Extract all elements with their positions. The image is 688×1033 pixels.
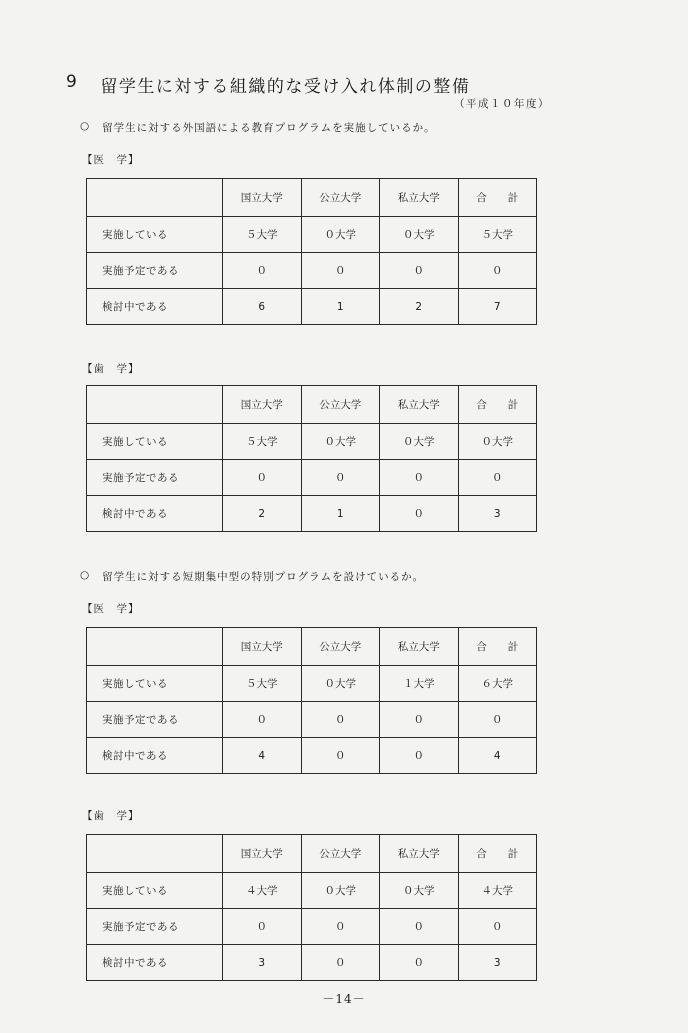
column-header: 私立大学 [380,386,459,424]
table-cell: ０大学 [301,424,380,460]
table-cell: ０ [458,253,537,289]
column-header: 合 計 [458,628,537,666]
table-cell: ５大学 [223,424,302,460]
question-text: 留学生に対する短期集中型の特別プログラムを設けているか。 [102,571,425,583]
table-cell: ０大学 [301,873,380,909]
page-number: －14－ [322,992,366,1006]
table-row [87,945,537,981]
row-label: 検討中である [87,738,223,774]
table-cell: ４大学 [458,873,537,909]
column-header: 国立大学 [223,386,302,424]
section-heading [66,72,470,97]
table-cell: ４大学 [223,873,302,909]
column-header: 私立大学 [380,835,459,873]
table-cell: 2 [380,289,459,325]
table-header-row [87,628,537,666]
table-cell: ０大学 [380,873,459,909]
table-cell: 1 [301,289,380,325]
section-title: 留学生に対する組織的な受け入れ体制の整備 [100,77,471,97]
column-header: 公立大学 [301,386,380,424]
table-cell: ０ [380,909,459,945]
data-table [86,627,537,774]
table-cell: 3 [458,496,537,532]
bullet-icon: ○ [80,569,91,581]
column-header: 公立大学 [301,179,380,217]
table-cell: ５大学 [223,217,302,253]
row-label: 実施予定である [87,702,223,738]
table-cell: ０ [301,460,380,496]
row-label: 検討中である [87,496,223,532]
table-cell: 4 [223,738,302,774]
column-header: 私立大学 [380,179,459,217]
table-cell: ０ [380,253,459,289]
table-cell: 1 [301,496,380,532]
corner-cell [87,835,223,873]
table-cell: ６大学 [458,666,537,702]
table-row [87,460,537,496]
table-cell: 3 [458,945,537,981]
row-label: 検討中である [87,945,223,981]
table-row [87,289,537,325]
table-cell: 2 [223,496,302,532]
question-text: 留学生に対する外国語による教育プログラムを実施しているか。 [102,122,436,134]
table-header-row [87,179,537,217]
row-label: 検討中である [87,289,223,325]
row-label: 実施している [87,873,223,909]
corner-cell [87,628,223,666]
table-cell: ０大学 [301,217,380,253]
table-cell: 6 [223,289,302,325]
table-cell: ０ [380,460,459,496]
table-row [87,217,537,253]
table-cell: ０大学 [380,217,459,253]
table-cell: ５大学 [223,666,302,702]
data-table [86,385,537,532]
column-header: 国立大学 [223,835,302,873]
table-cell: ０大学 [458,424,537,460]
column-header: 合 計 [458,835,537,873]
row-label: 実施している [87,424,223,460]
table-row [87,496,537,532]
table-label: 【医 学】 [82,603,140,615]
table-cell: ０ [301,909,380,945]
table-cell: ０ [223,909,302,945]
row-label: 実施している [87,666,223,702]
table-label: 【歯 学】 [82,363,140,375]
table-cell: ０大学 [380,424,459,460]
table-label: 【歯 学】 [82,810,140,822]
section-number: 9 [66,72,79,92]
table-cell: 3 [223,945,302,981]
table-cell: ０ [458,460,537,496]
question-2 [80,569,424,584]
table-row [87,253,537,289]
table-row [87,873,537,909]
column-header: 国立大学 [223,628,302,666]
table-cell: ０ [301,253,380,289]
row-label: 実施予定である [87,253,223,289]
table-cell: ０ [301,702,380,738]
row-label: 実施している [87,217,223,253]
column-header: 国立大学 [223,179,302,217]
table-cell: ０ [458,702,537,738]
column-header: 公立大学 [301,835,380,873]
question-1 [80,120,436,135]
table-cell: ０ [301,738,380,774]
corner-cell [87,386,223,424]
table-cell: ０ [380,496,459,532]
table-cell: ０ [223,253,302,289]
table-header-row [87,386,537,424]
table-label: 【医 学】 [82,154,140,166]
table-cell: ５大学 [458,217,537,253]
table-cell: ０ [223,702,302,738]
table-cell: ０ [223,460,302,496]
table-cell: ０ [380,702,459,738]
column-header: 合 計 [458,179,537,217]
table-row [87,909,537,945]
table-row [87,738,537,774]
table-cell: 4 [458,738,537,774]
table-cell: ０大学 [301,666,380,702]
column-header: 私立大学 [380,628,459,666]
row-label: 実施予定である [87,460,223,496]
data-table [86,834,537,981]
table-cell: ０ [380,738,459,774]
column-header: 公立大学 [301,628,380,666]
bullet-icon: ○ [80,120,91,132]
corner-cell [87,179,223,217]
fiscal-year: （平成１０年度） [454,98,550,110]
table-row [87,702,537,738]
table-header-row [87,835,537,873]
table-cell: ０ [380,945,459,981]
row-label: 実施予定である [87,909,223,945]
column-header: 合 計 [458,386,537,424]
table-cell: １大学 [380,666,459,702]
table-cell: ０ [458,909,537,945]
table-row [87,666,537,702]
data-table [86,178,537,325]
table-row [87,424,537,460]
table-cell: ０ [301,945,380,981]
table-cell: 7 [458,289,537,325]
